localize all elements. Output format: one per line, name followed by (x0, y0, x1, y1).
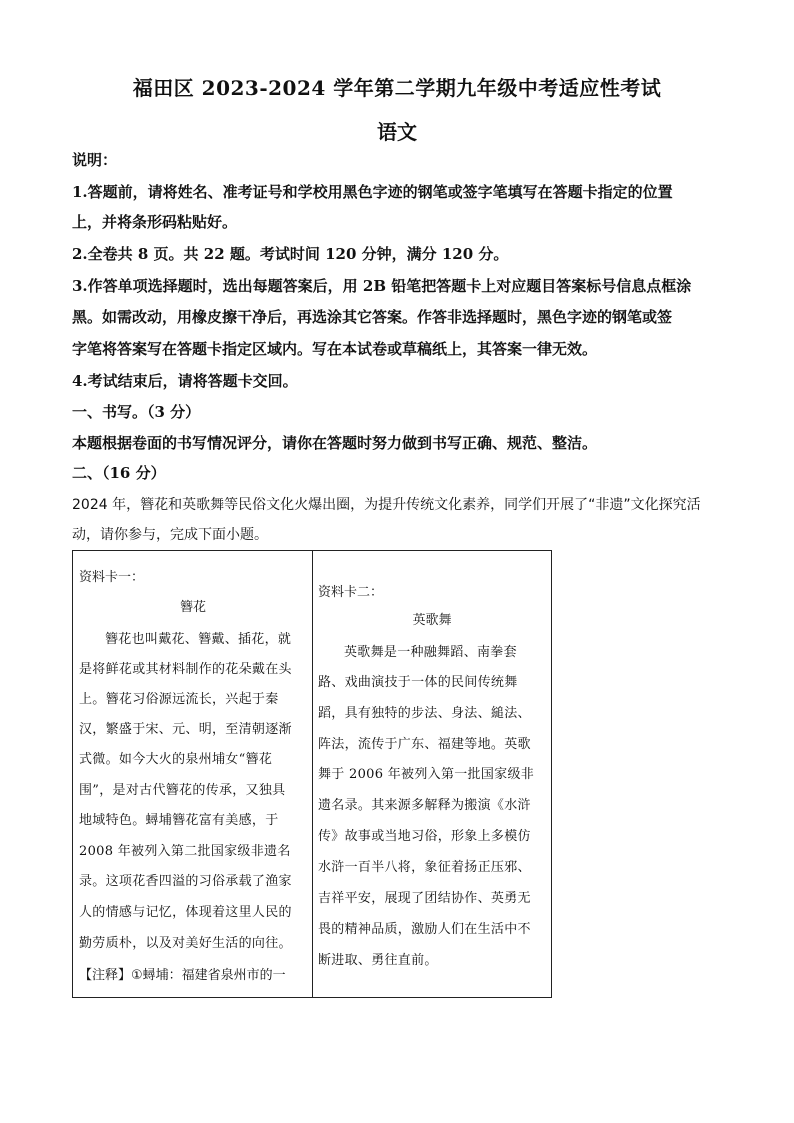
instructions-heading: 说明： (72, 151, 118, 169)
instruction-line: 4.考试结束后，请将答题卡交回。 (72, 372, 298, 390)
card1-note: 【注释】①蟳埔：福建省泉州市的一 (79, 968, 286, 983)
card1-body-line: 是将鲜花或其材料制作的花朵戴在头 (79, 662, 292, 677)
card2-body-line: 阵法，流传于广东、福建等地。英歌 (318, 737, 531, 752)
material-cards-table (72, 550, 552, 998)
subject-title: 语文 (377, 120, 417, 144)
instruction-line: 字笔将答案写在答题卡指定区域内。写在本试卷或草稿纸上，其答案一律无效。 (72, 340, 598, 358)
card1-body-line: 勤劳质朴，以及对美好生活的向往。 (79, 936, 292, 951)
card1-label: 资料卡一： (79, 570, 145, 585)
instruction-line: 上，并将条形码粘贴好。 (72, 213, 238, 231)
card2-body-line: 舞于 2006 年被列入第一批国家级非 (318, 767, 535, 782)
card1-body-line: 围”，是对古代簪花的传承，又独具 (79, 783, 286, 798)
section2-intro-line: 2024 年，簪花和英歌舞等民俗文化火爆出圈，为提升传统文化素养，同学们开展了“非遗”文化探究活 (72, 497, 701, 513)
section1-heading: 一、书写。（3 分） (72, 403, 201, 421)
card2-title: 英歌舞 (412, 613, 452, 628)
card1-body-line: 人的情感与记忆，体现着这里人民的 (79, 905, 292, 920)
card1-body-line: 地域特色。蟳埔簪花富有美感，于 (79, 813, 279, 828)
card1-body-line: 簪花也叫戴花、簪戴、插花，就 (105, 632, 292, 647)
card2-body-line: 英歌舞是一种融舞蹈、南拳套 (344, 645, 517, 660)
section2-heading: 二、（16 分） (72, 464, 166, 482)
card1-body-line: 录。这项花香四溢的习俗承载了渔家 (79, 874, 292, 889)
exam-title: 福田区 2023-2024 学年第二学期九年级中考适应性考试 (132, 76, 662, 100)
card1-body-line: 2008 年被列入第二批国家级非遗名 (79, 844, 291, 859)
instruction-line: 1.答题前，请将姓名、准考证号和学校用黑色字迹的钢笔或签字笔填写在答题卡指定的位置 (72, 183, 673, 201)
card2-body-line: 水浒一百半八将，象征着扬正压邪、 (318, 860, 531, 875)
card1-title: 簪花 (179, 600, 206, 615)
card1-body-line: 式微。如今大火的泉州埔女“簪花 (79, 752, 273, 767)
instruction-line: 2.全卷共 8 页。共 22 题。考试时间 120 分钟，满分 120 分。 (72, 245, 509, 263)
card1-body-line: 上。簪花习俗源远流长，兴起于秦 (79, 692, 279, 707)
cards-divider (312, 551, 313, 997)
card2-body-line: 断进取、勇往直前。 (318, 953, 438, 968)
card2-body-line: 吉祥平安，展现了团结协作、英勇无 (318, 891, 531, 906)
section1-text: 本题根据卷面的书写情况评分，请你在答题时努力做到书写正确、规范、整洁。 (72, 434, 598, 452)
card2-body-line: 路、戏曲演技于一体的民间传统舞 (318, 675, 518, 690)
card2-body-line: 蹈，具有独特的步法、身法、縋法、 (318, 706, 531, 721)
instruction-line: 3.作答单项选择题时，选出每题答案后，用 2B 铅笔把答题卡上对应题目答案标号信息点框涂 (72, 277, 692, 295)
card2-body-line: 传》故事或当地习俗，形象上多模仿 (318, 829, 531, 844)
instruction-line: 黑。如需改动，用橡皮擦干净后，再选涂其它答案。作答非选择题时，黑色字迹的钢笔或签 (72, 308, 673, 326)
card2-body-line: 畏的精神品质，激励人们在生活中不 (318, 922, 531, 937)
section2-intro-line: 动，请你参与，完成下面小题。 (72, 527, 268, 543)
card1-body-line: 汉，繁盛于宋、元、明，至清朝逐渐 (79, 722, 292, 737)
card2-body-line: 遗名录。其来源多解释为搬演《水浒 (318, 798, 531, 813)
card2-label: 资料卡二： (318, 585, 384, 600)
